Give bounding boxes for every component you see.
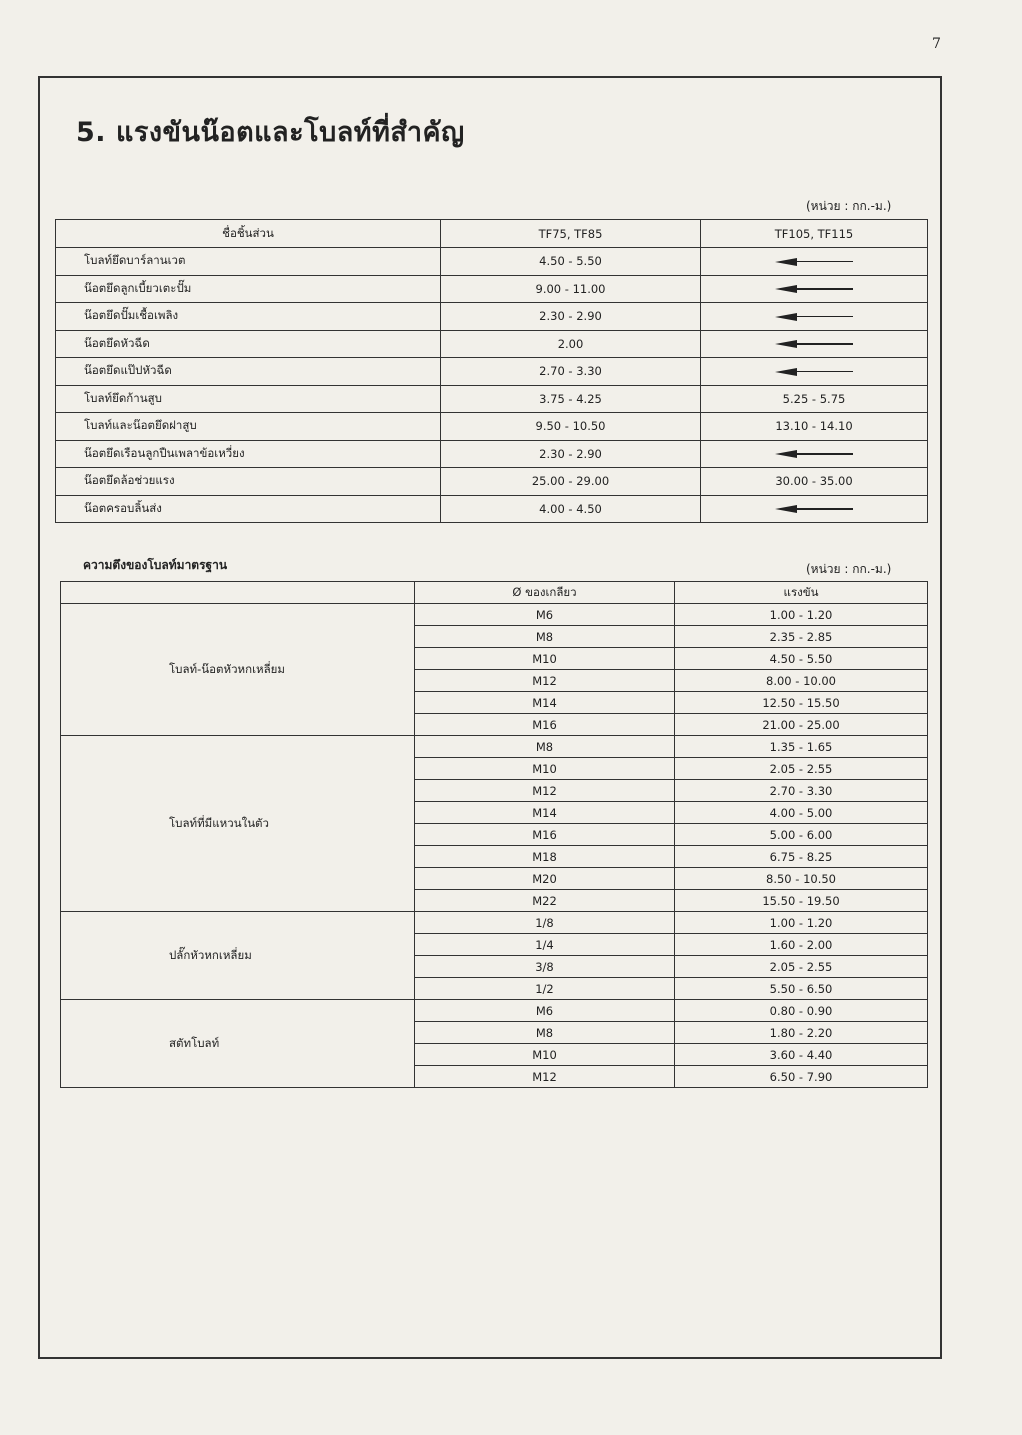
torque-tf75-tf85: 2.00 <box>441 330 701 358</box>
table-row <box>56 248 928 276</box>
thread-size: M8 <box>415 736 675 758</box>
part-name: โบลท์และน๊อตยึดฝาสูบ <box>56 413 441 441</box>
torque-tf105-tf115: 30.00 - 35.00 <box>701 468 928 496</box>
torque-tf105-tf115: 5.25 - 5.75 <box>701 385 928 413</box>
standard-bolt-torque-table <box>60 581 928 1088</box>
important-torque-table <box>55 219 928 523</box>
table2-unit: (หน่วย : กก.-ม.) <box>806 562 892 576</box>
part-name: โบลท์ยึดก้านสูบ <box>56 385 441 413</box>
page-title: 5. แรงขันน๊อตและโบลท์ที่สำคัญ <box>76 117 465 148</box>
torque-tf105-tf115: 13.10 - 14.10 <box>701 413 928 441</box>
left-arrow-icon <box>775 368 853 376</box>
left-arrow-icon <box>775 285 853 293</box>
torque-tf105-tf115 <box>701 303 928 331</box>
torque-value: 1.35 - 1.65 <box>675 736 928 758</box>
part-name: น๊อตยึดเรือนลูกปืนเพลาข้อเหวี่ยง <box>56 440 441 468</box>
torque-value: 2.05 - 2.55 <box>675 956 928 978</box>
header-tf75-tf85: TF75, TF85 <box>441 220 701 248</box>
torque-value: 2.05 - 2.55 <box>675 758 928 780</box>
table-row <box>56 330 928 358</box>
header-torque: แรงขัน <box>675 582 928 604</box>
torque-value: 4.50 - 5.50 <box>675 648 928 670</box>
bolt-type: โบลท์-น๊อตหัวหกเหลี่ยม <box>61 604 415 736</box>
thread-size: M12 <box>415 670 675 692</box>
torque-value: 21.00 - 25.00 <box>675 714 928 736</box>
torque-value: 6.50 - 7.90 <box>675 1066 928 1088</box>
thread-size: M14 <box>415 802 675 824</box>
torque-value: 8.00 - 10.00 <box>675 670 928 692</box>
thread-size: M10 <box>415 1044 675 1066</box>
thread-size: 1/2 <box>415 978 675 1000</box>
torque-tf75-tf85: 9.50 - 10.50 <box>441 413 701 441</box>
thread-size: M16 <box>415 714 675 736</box>
bolt-type: โบลท์ที่มีแหวนในตัว <box>61 736 415 912</box>
part-name: น๊อตยึดปั๊มเชื้อเพลิง <box>56 303 441 331</box>
torque-value: 1.00 - 1.20 <box>675 604 928 626</box>
thread-size: M20 <box>415 868 675 890</box>
part-name: น๊อตยึดล้อช่วยแรง <box>56 468 441 496</box>
part-name: น๊อตยึดลูกเบี้ยวเตะปั๊ม <box>56 275 441 303</box>
torque-tf75-tf85: 2.30 - 2.90 <box>441 440 701 468</box>
thread-size: 1/8 <box>415 912 675 934</box>
thread-size: M14 <box>415 692 675 714</box>
thread-size: M16 <box>415 824 675 846</box>
table-row <box>56 468 928 496</box>
torque-tf105-tf115 <box>701 275 928 303</box>
table1-unit: (หน่วย : กก.-ม.) <box>806 199 892 213</box>
torque-tf75-tf85: 9.00 - 11.00 <box>441 275 701 303</box>
table-header-row <box>61 582 928 604</box>
part-name: น๊อตครอบลิ้นส่ง <box>56 495 441 523</box>
bolt-type: สตัทโบลท์ <box>61 1000 415 1088</box>
thread-size: M12 <box>415 1066 675 1088</box>
table-row <box>56 495 928 523</box>
thread-size: M8 <box>415 626 675 648</box>
torque-value: 1.00 - 1.20 <box>675 912 928 934</box>
table2-subtitle: ความตึงของโบลท์มาตรฐาน <box>83 558 228 572</box>
torque-tf105-tf115 <box>701 248 928 276</box>
torque-tf75-tf85: 25.00 - 29.00 <box>441 468 701 496</box>
torque-tf105-tf115 <box>701 495 928 523</box>
left-arrow-icon <box>775 450 853 458</box>
thread-size: 1/4 <box>415 934 675 956</box>
part-name: น๊อตยึดแป๊ปหัวฉีด <box>56 358 441 386</box>
torque-value: 6.75 - 8.25 <box>675 846 928 868</box>
header-thread-diameter: Ø ของเกลียว <box>415 582 675 604</box>
thread-size: M10 <box>415 758 675 780</box>
torque-value: 1.80 - 2.20 <box>675 1022 928 1044</box>
header-type <box>61 582 415 604</box>
thread-size: M6 <box>415 1000 675 1022</box>
table-row <box>56 275 928 303</box>
thread-size: M6 <box>415 604 675 626</box>
table-row <box>61 604 928 626</box>
torque-value: 1.60 - 2.00 <box>675 934 928 956</box>
torque-tf105-tf115 <box>701 330 928 358</box>
torque-value: 15.50 - 19.50 <box>675 890 928 912</box>
page-number: 7 <box>932 36 941 52</box>
left-arrow-icon <box>775 505 853 513</box>
table-header-row <box>56 220 928 248</box>
torque-value: 12.50 - 15.50 <box>675 692 928 714</box>
torque-value: 4.00 - 5.00 <box>675 802 928 824</box>
thread-size: M22 <box>415 890 675 912</box>
table-row <box>56 358 928 386</box>
thread-size: M10 <box>415 648 675 670</box>
thread-size: M12 <box>415 780 675 802</box>
torque-value: 2.35 - 2.85 <box>675 626 928 648</box>
torque-tf75-tf85: 4.00 - 4.50 <box>441 495 701 523</box>
torque-tf75-tf85: 3.75 - 4.25 <box>441 385 701 413</box>
torque-value: 5.50 - 6.50 <box>675 978 928 1000</box>
torque-tf105-tf115 <box>701 358 928 386</box>
torque-value: 5.00 - 6.00 <box>675 824 928 846</box>
torque-value: 2.70 - 3.30 <box>675 780 928 802</box>
torque-tf75-tf85: 4.50 - 5.50 <box>441 248 701 276</box>
left-arrow-icon <box>775 258 853 266</box>
table-row <box>61 912 928 934</box>
table-row <box>56 385 928 413</box>
thread-size: M18 <box>415 846 675 868</box>
thread-size: M8 <box>415 1022 675 1044</box>
table-row <box>56 303 928 331</box>
table-row <box>56 413 928 441</box>
torque-tf75-tf85: 2.30 - 2.90 <box>441 303 701 331</box>
table-row <box>61 736 928 758</box>
torque-value: 8.50 - 10.50 <box>675 868 928 890</box>
torque-tf75-tf85: 2.70 - 3.30 <box>441 358 701 386</box>
header-part-name: ชื่อชิ้นส่วน <box>56 220 441 248</box>
left-arrow-icon <box>775 313 853 321</box>
table-row <box>61 1000 928 1022</box>
part-name: น๊อตยึดหัวฉีด <box>56 330 441 358</box>
torque-tf105-tf115 <box>701 440 928 468</box>
table-row <box>56 440 928 468</box>
thread-size: 3/8 <box>415 956 675 978</box>
torque-value: 3.60 - 4.40 <box>675 1044 928 1066</box>
left-arrow-icon <box>775 340 853 348</box>
bolt-type: ปลั๊กหัวหกเหลี่ยม <box>61 912 415 1000</box>
torque-value: 0.80 - 0.90 <box>675 1000 928 1022</box>
part-name: โบลท์ยึดบาร์ลานเวต <box>56 248 441 276</box>
header-tf105-tf115: TF105, TF115 <box>701 220 928 248</box>
